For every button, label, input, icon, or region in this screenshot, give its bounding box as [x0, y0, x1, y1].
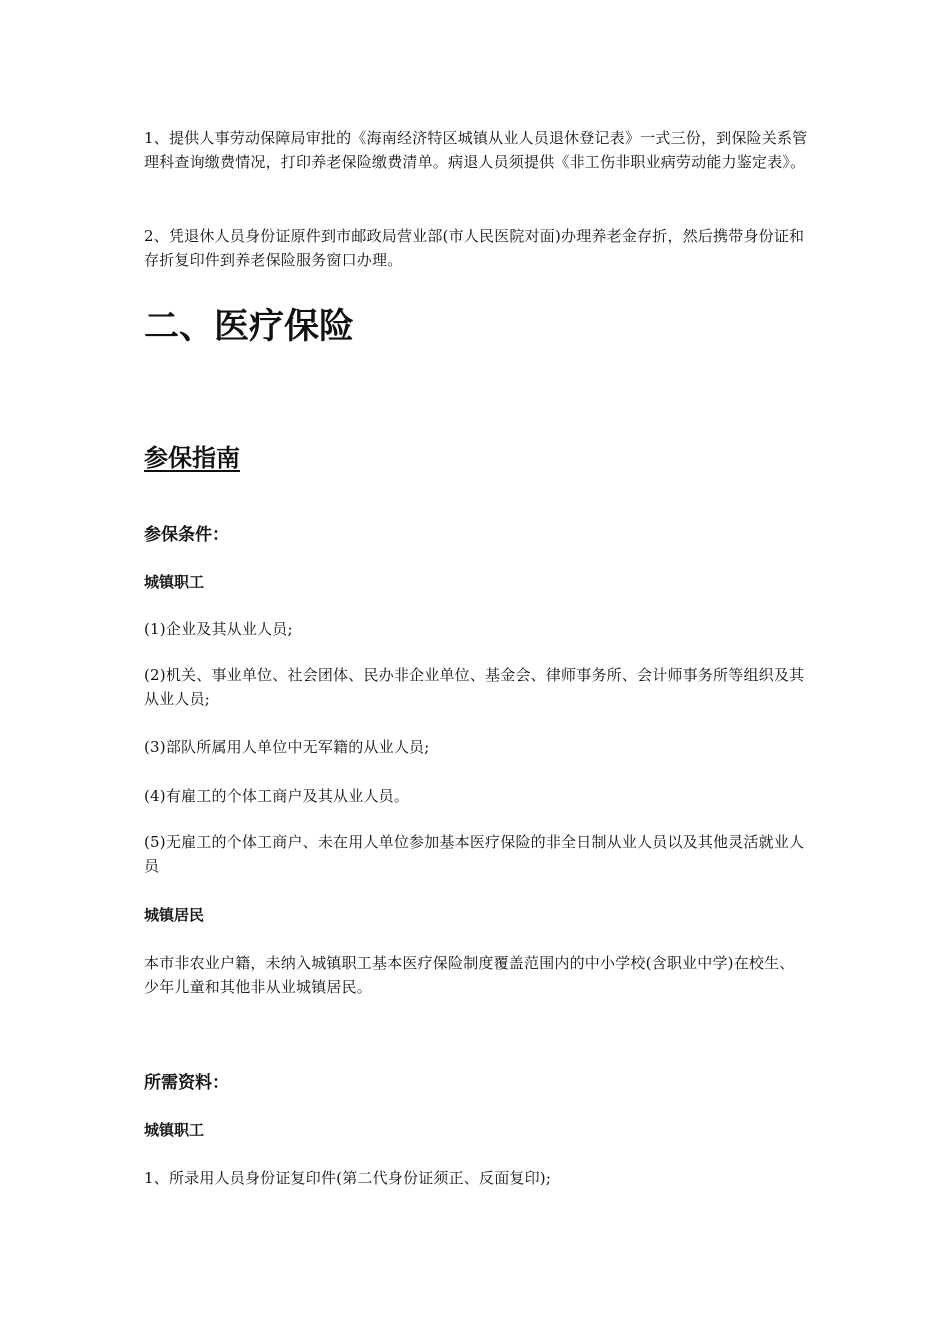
pension-step-2: 2、凭退休人员身份证原件到市邮政局营业部(市人民医院对面)办理养老金存折，然后携带身份证和存折复印件到养老保险服务窗口办理。 — [144, 227, 805, 269]
condition-item-4: (4)有雇工的个体工商户及其从业人员。 — [144, 787, 410, 805]
materials-heading: 所需资料： — [144, 1073, 229, 1093]
material-item-1: 1、所录用人员身份证复印件(第二代身份证须正、反面复印); — [144, 1169, 552, 1187]
condition-item-5: (5)无雇工的个体工商户、未在用人单位参加基本医疗保险的非全日制从业人员以及其他灵活就业人员 — [144, 833, 805, 875]
urban-residents-heading: 城镇居民 — [144, 906, 205, 924]
urban-workers-heading: 城镇职工 — [144, 573, 205, 591]
guide-title: 参保指南 — [144, 444, 240, 472]
condition-item-2: (2)机关、事业单位、社会团体、民办非企业单位、基金会、律师事务所、会计师事务所等组织及其从业人员; — [144, 666, 805, 708]
condition-item-3: (3)部队所属用人单位中无军籍的从业人员; — [144, 738, 430, 756]
pension-step-1: 1、提供人事劳动保障局审批的《海南经济特区城镇从业人员退休登记表》一式三份，到保险关系管理科查询缴费情况，打印养老保险缴费清单。病退人员须提供《非工伤非职业病劳动能力鉴定表》。 — [144, 129, 808, 171]
materials-urban-workers-heading: 城镇职工 — [144, 1121, 205, 1139]
section-title: 二、医疗保险 — [144, 307, 355, 347]
conditions-heading: 参保条件： — [144, 525, 229, 545]
urban-residents-text: 本市非农业户籍，未纳入城镇职工基本医疗保险制度覆盖范围内的中小学校(含职业中学)在校生、少年儿童和其他非从业城镇居民。 — [144, 954, 795, 996]
condition-item-1: (1)企业及其从业人员; — [144, 620, 293, 638]
